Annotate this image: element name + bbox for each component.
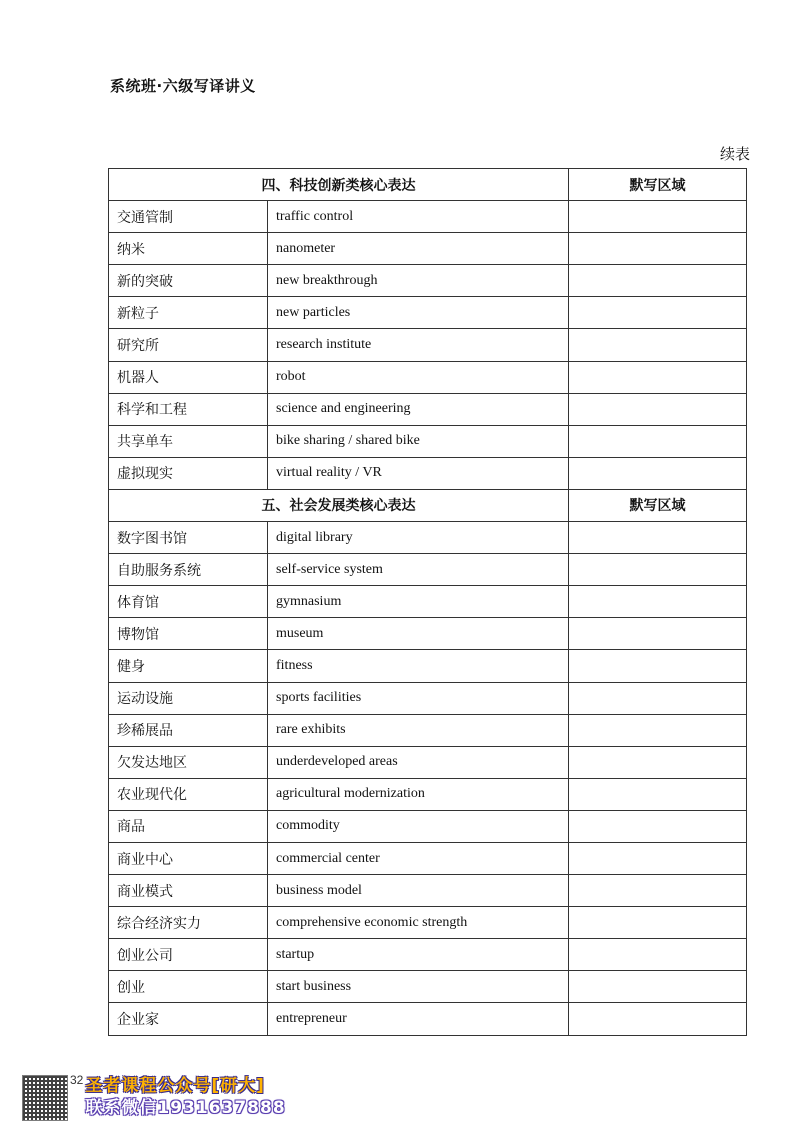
dictation-cell[interactable] xyxy=(569,265,747,297)
table-row xyxy=(109,746,747,778)
chinese-term: 健身 xyxy=(109,650,268,682)
table-row xyxy=(109,425,747,457)
watermark-line-1: 圣者课程公众号[研大] xyxy=(85,1076,265,1096)
chinese-term: 创业 xyxy=(109,971,268,1003)
chinese-term: 研究所 xyxy=(109,329,268,361)
chinese-term: 体育馆 xyxy=(109,586,268,618)
continued-label: 续表 xyxy=(719,145,750,163)
table-row xyxy=(109,201,747,233)
dictation-cell[interactable] xyxy=(569,297,747,329)
english-term: new breakthrough xyxy=(268,265,569,297)
table-row xyxy=(109,778,747,810)
dictation-cell[interactable] xyxy=(569,682,747,714)
dictation-cell[interactable] xyxy=(569,875,747,907)
chinese-term: 数字图书馆 xyxy=(109,522,268,554)
table-row xyxy=(109,586,747,618)
dictation-cell[interactable] xyxy=(569,971,747,1003)
dictation-cell[interactable] xyxy=(569,233,747,265)
english-term: commercial center xyxy=(268,842,569,874)
vocabulary-table-body xyxy=(109,169,747,1036)
english-term: digital library xyxy=(268,522,569,554)
watermark xyxy=(85,1075,285,1119)
english-term: agricultural modernization xyxy=(268,778,569,810)
table-row xyxy=(109,554,747,586)
dictation-cell[interactable] xyxy=(569,361,747,393)
english-term: business model xyxy=(268,875,569,907)
chinese-term: 商业模式 xyxy=(109,875,268,907)
table-row xyxy=(109,842,747,874)
dictation-area-header: 默写区域 xyxy=(569,169,747,201)
table-row xyxy=(109,875,747,907)
dictation-cell[interactable] xyxy=(569,746,747,778)
english-term: entrepreneur xyxy=(268,1003,569,1035)
english-term: fitness xyxy=(268,650,569,682)
english-term: sports facilities xyxy=(268,682,569,714)
dictation-cell[interactable] xyxy=(569,425,747,457)
chinese-term: 虚拟现实 xyxy=(109,457,268,489)
english-term: start business xyxy=(268,971,569,1003)
chinese-term: 纳米 xyxy=(109,233,268,265)
table-row xyxy=(109,522,747,554)
table-row xyxy=(109,1003,747,1035)
section-header-row xyxy=(109,169,747,201)
chinese-term: 机器人 xyxy=(109,361,268,393)
chinese-term: 企业家 xyxy=(109,1003,268,1035)
english-term: research institute xyxy=(268,329,569,361)
dictation-area-header: 默写区域 xyxy=(569,489,747,521)
chinese-term: 商品 xyxy=(109,810,268,842)
dictation-cell[interactable] xyxy=(569,329,747,361)
dictation-cell[interactable] xyxy=(569,907,747,939)
english-term: commodity xyxy=(268,810,569,842)
chinese-term: 交通管制 xyxy=(109,201,268,233)
dictation-cell[interactable] xyxy=(569,714,747,746)
english-term: self-service system xyxy=(268,554,569,586)
english-term: rare exhibits xyxy=(268,714,569,746)
english-term: startup xyxy=(268,939,569,971)
table-row xyxy=(109,907,747,939)
dictation-cell[interactable] xyxy=(569,201,747,233)
page-number: 32 xyxy=(70,1073,84,1087)
chinese-term: 运动设施 xyxy=(109,682,268,714)
chinese-term: 创业公司 xyxy=(109,939,268,971)
dictation-cell[interactable] xyxy=(569,393,747,425)
dictation-cell[interactable] xyxy=(569,650,747,682)
table-row xyxy=(109,682,747,714)
english-term: virtual reality / VR xyxy=(268,457,569,489)
chinese-term: 农业现代化 xyxy=(109,778,268,810)
vocabulary-table xyxy=(108,168,747,1036)
english-term: new particles xyxy=(268,297,569,329)
dictation-cell[interactable] xyxy=(569,554,747,586)
dictation-cell[interactable] xyxy=(569,778,747,810)
chinese-term: 共享单车 xyxy=(109,425,268,457)
section-header-row xyxy=(109,489,747,521)
chinese-term: 欠发达地区 xyxy=(109,746,268,778)
table-row xyxy=(109,297,747,329)
chinese-term: 自助服务系统 xyxy=(109,554,268,586)
section-title: 五、社会发展类核心表达 xyxy=(109,489,569,521)
chinese-term: 新的突破 xyxy=(109,265,268,297)
chinese-term: 博物馆 xyxy=(109,618,268,650)
chinese-term: 商业中心 xyxy=(109,842,268,874)
english-term: gymnasium xyxy=(268,586,569,618)
page-header-title: 系统班·六级写译讲义 xyxy=(110,77,256,95)
dictation-cell[interactable] xyxy=(569,939,747,971)
table-row xyxy=(109,810,747,842)
english-term: museum xyxy=(268,618,569,650)
table-row xyxy=(109,393,747,425)
chinese-term: 珍稀展品 xyxy=(109,714,268,746)
english-term: nanometer xyxy=(268,233,569,265)
table-row xyxy=(109,329,747,361)
table-row xyxy=(109,618,747,650)
dictation-cell[interactable] xyxy=(569,586,747,618)
table-row xyxy=(109,457,747,489)
dictation-cell[interactable] xyxy=(569,1003,747,1035)
table-row xyxy=(109,233,747,265)
table-row xyxy=(109,939,747,971)
chinese-term: 科学和工程 xyxy=(109,393,268,425)
page-footer xyxy=(22,1075,286,1121)
dictation-cell[interactable] xyxy=(569,842,747,874)
table-row xyxy=(109,650,747,682)
table-row xyxy=(109,714,747,746)
english-term: bike sharing / shared bike xyxy=(268,425,569,457)
dictation-cell[interactable] xyxy=(569,618,747,650)
table-row xyxy=(109,971,747,1003)
watermark-line-2: 联系微信1931637888 xyxy=(85,1098,286,1118)
english-term: robot xyxy=(268,361,569,393)
qr-code-icon xyxy=(22,1075,68,1121)
dictation-cell[interactable] xyxy=(569,522,747,554)
dictation-cell[interactable] xyxy=(569,457,747,489)
table-row xyxy=(109,265,747,297)
section-title: 四、科技创新类核心表达 xyxy=(109,169,569,201)
table-row xyxy=(109,361,747,393)
chinese-term: 新粒子 xyxy=(109,297,268,329)
english-term: science and engineering xyxy=(268,393,569,425)
english-term: underdeveloped areas xyxy=(268,746,569,778)
dictation-cell[interactable] xyxy=(569,810,747,842)
english-term: traffic control xyxy=(268,201,569,233)
english-term: comprehensive economic strength xyxy=(268,907,569,939)
chinese-term: 综合经济实力 xyxy=(109,907,268,939)
